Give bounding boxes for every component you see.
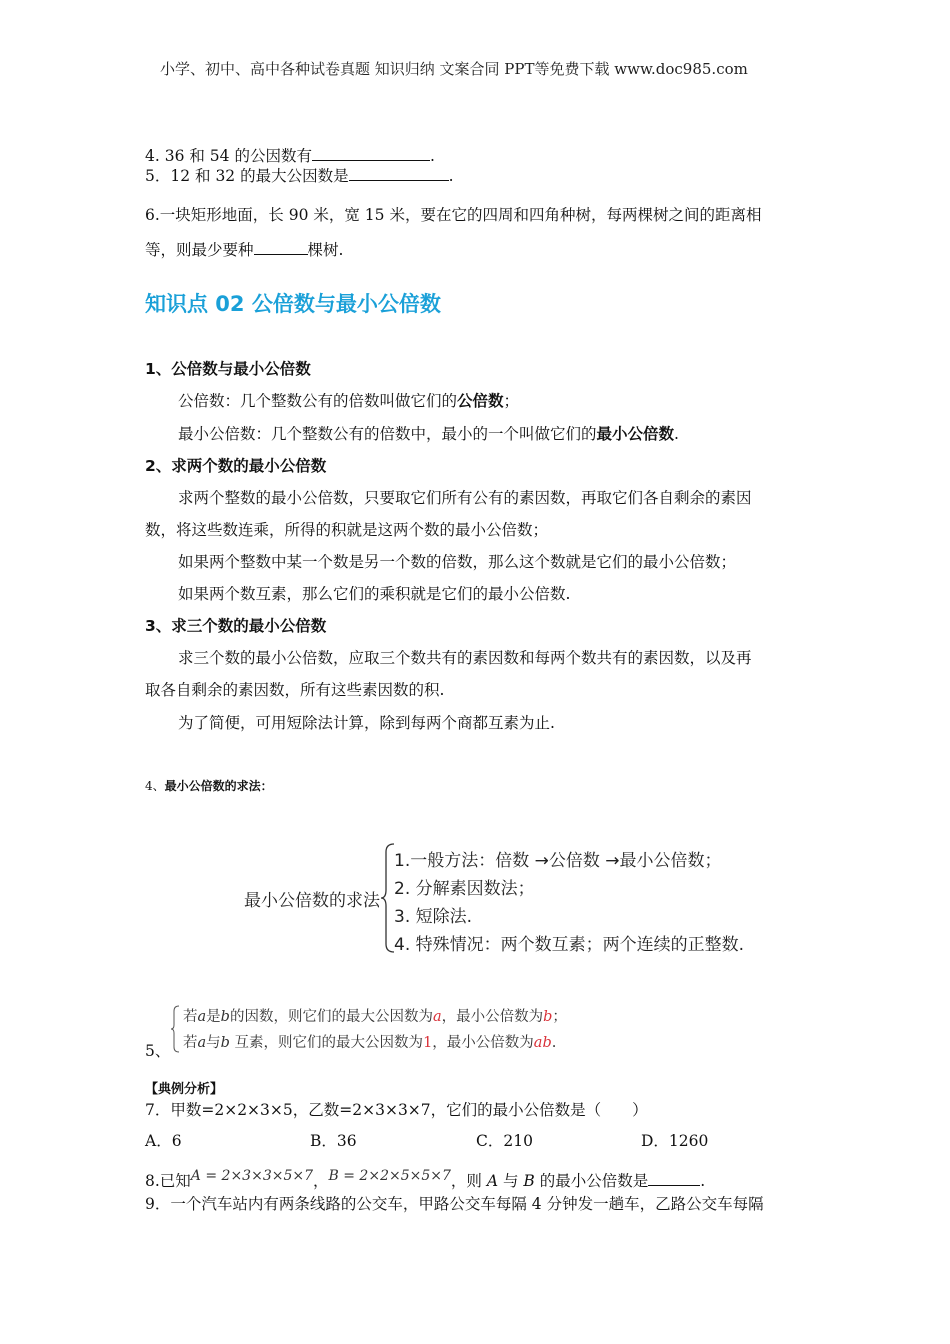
text: ； bbox=[552, 1009, 567, 1025]
paragraph-line: 求两个整数的最小公倍数，只要取它们所有公有的素因数，再取它们各自剩余的素因 bbox=[178, 489, 752, 507]
bold-term: 最小公倍数 bbox=[596, 424, 675, 443]
var-b: b bbox=[220, 1035, 230, 1051]
question-5-text: 5．12 和 32 的最大公因数是 bbox=[145, 167, 349, 185]
subsection-3-title: 3、求三个数的最小公倍数 bbox=[145, 617, 327, 635]
definition-lcm bbox=[178, 424, 679, 444]
paragraph-line: 如果两个整数中某一个数是另一个数的倍数，那么这个数就是它们的最小公倍数； bbox=[178, 553, 737, 571]
option-a: A．6 bbox=[145, 1132, 182, 1150]
answer-blank bbox=[254, 239, 308, 255]
question-8 bbox=[145, 1170, 705, 1192]
text: 最小公倍数：几个整数公有的倍数中，最小的一个叫做它们的 bbox=[178, 425, 597, 443]
example-heading: 【典例分析】 bbox=[145, 1082, 224, 1097]
page-header: 小学、初中、高中各种试卷真题 知识归纳 文案合同 PPT等免费下载 www.doc985.com bbox=[160, 60, 748, 78]
curly-brace-small bbox=[170, 1004, 180, 1054]
answer-blank bbox=[312, 145, 430, 161]
text: 的因数，则它们的最大公因数为 bbox=[229, 1009, 433, 1025]
text: 是 bbox=[206, 1009, 221, 1025]
diagram-label: 最小公倍数的求法 bbox=[244, 891, 380, 911]
text: 8.已知 bbox=[145, 1172, 191, 1190]
question-9-line-1: 9．一个汽车站内有两条线路的公交车，甲路公交车每隔 4 分钟发一趟车，乙路公交车每隔 bbox=[145, 1195, 764, 1213]
text: . bbox=[551, 1035, 557, 1051]
bold-term: 公倍数 bbox=[457, 391, 504, 410]
definition-common-multiple bbox=[178, 391, 519, 411]
question-6-text-end: 棵树. bbox=[307, 241, 344, 259]
paragraph-line: 为了简便，可用短除法计算，除到每两个商都互素为止. bbox=[178, 714, 555, 732]
paragraph-line: 如果两个数互素，那么它们的乘积就是它们的最小公倍数. bbox=[178, 585, 571, 603]
period: . bbox=[429, 147, 435, 165]
period: . bbox=[700, 1172, 706, 1190]
var-b: b bbox=[220, 1009, 230, 1025]
option-c: C．210 bbox=[476, 1132, 533, 1150]
question-6-text: 等，则最少要种 bbox=[145, 241, 254, 259]
text: ； bbox=[503, 392, 520, 410]
text: 的最小公倍数是 bbox=[534, 1172, 649, 1190]
question-6-line-2 bbox=[145, 239, 343, 260]
lcm-value: b bbox=[543, 1009, 553, 1025]
question-6-line-1: 6.一块矩形地面，长 90 米，宽 15 米，要在它的四周和四角种树，每两棵树之间的距离相 bbox=[145, 206, 762, 224]
method-item-2: 2. 分解素因数法； bbox=[394, 879, 535, 899]
subsection-4-title bbox=[145, 775, 273, 794]
var-a: a bbox=[197, 1035, 207, 1051]
method-item-1: 1.一般方法：倍数 →公倍数 →最小公倍数； bbox=[394, 851, 722, 871]
answer-blank bbox=[648, 1170, 700, 1186]
period: . bbox=[448, 167, 454, 185]
gcd-value: a bbox=[432, 1009, 442, 1025]
text: 若 bbox=[183, 1009, 198, 1025]
paragraph-line: 数，将这些数连乘，所得的积就是这两个数的最小公倍数； bbox=[145, 521, 549, 539]
var-a: A bbox=[486, 1172, 499, 1190]
paragraph-line: 取各自剩余的素因数，所有这些素因数的积. bbox=[145, 681, 445, 699]
rule-factor bbox=[183, 1005, 567, 1026]
method-item-3: 3. 短除法. bbox=[394, 907, 473, 927]
text: 与 bbox=[206, 1035, 221, 1051]
text: ，最小公倍数为 bbox=[441, 1009, 544, 1025]
expression-a: A = 2×3×3×5×7 bbox=[190, 1168, 313, 1184]
question-5 bbox=[145, 165, 454, 186]
paragraph-line: 求三个数的最小公倍数，应取三个数共有的素因数和每两个数共有的素因数，以及再 bbox=[178, 649, 752, 667]
text: 若 bbox=[183, 1035, 198, 1051]
method-item-4: 4. 特殊情况：两个数互素；两个连续的正整数. bbox=[394, 935, 745, 955]
rule-coprime bbox=[183, 1031, 556, 1052]
gcd-value: 1 bbox=[423, 1035, 433, 1051]
text: ， bbox=[313, 1172, 329, 1190]
question-4 bbox=[145, 145, 435, 166]
section-title: 知识点 02 公倍数与最小公倍数 bbox=[145, 292, 441, 316]
text: . bbox=[674, 425, 679, 443]
option-d: D．1260 bbox=[641, 1132, 709, 1150]
text: 与 bbox=[498, 1172, 524, 1190]
lcm-value: ab bbox=[533, 1035, 552, 1051]
text: 公倍数：几个整数公有的倍数叫做它们的 bbox=[178, 392, 458, 410]
subsection-5-number: 5、 bbox=[145, 1042, 171, 1060]
title-text: 最小公倍数的求法： bbox=[164, 779, 273, 793]
subsection-1-title: 1、公倍数与最小公倍数 bbox=[145, 360, 311, 378]
subsection-2-title: 2、求两个数的最小公倍数 bbox=[145, 457, 327, 475]
answer-blank bbox=[349, 165, 449, 181]
text: ，则 bbox=[450, 1172, 487, 1190]
var-b: B bbox=[523, 1172, 535, 1190]
text: ，最小公倍数为 bbox=[432, 1035, 534, 1051]
number: 4、 bbox=[145, 779, 165, 793]
question-7-stem: 7．甲数=2×2×3×5，乙数=2×3×3×7，它们的最小公倍数是（ ） bbox=[145, 1101, 648, 1119]
question-4-text: 4. 36 和 54 的公因数有 bbox=[145, 147, 312, 165]
option-b: B．36 bbox=[310, 1132, 357, 1150]
expression-b: B = 2×2×5×5×7 bbox=[328, 1168, 451, 1184]
text: 互素，则它们的最大公因数为 bbox=[229, 1035, 424, 1051]
var-a: a bbox=[197, 1009, 207, 1025]
